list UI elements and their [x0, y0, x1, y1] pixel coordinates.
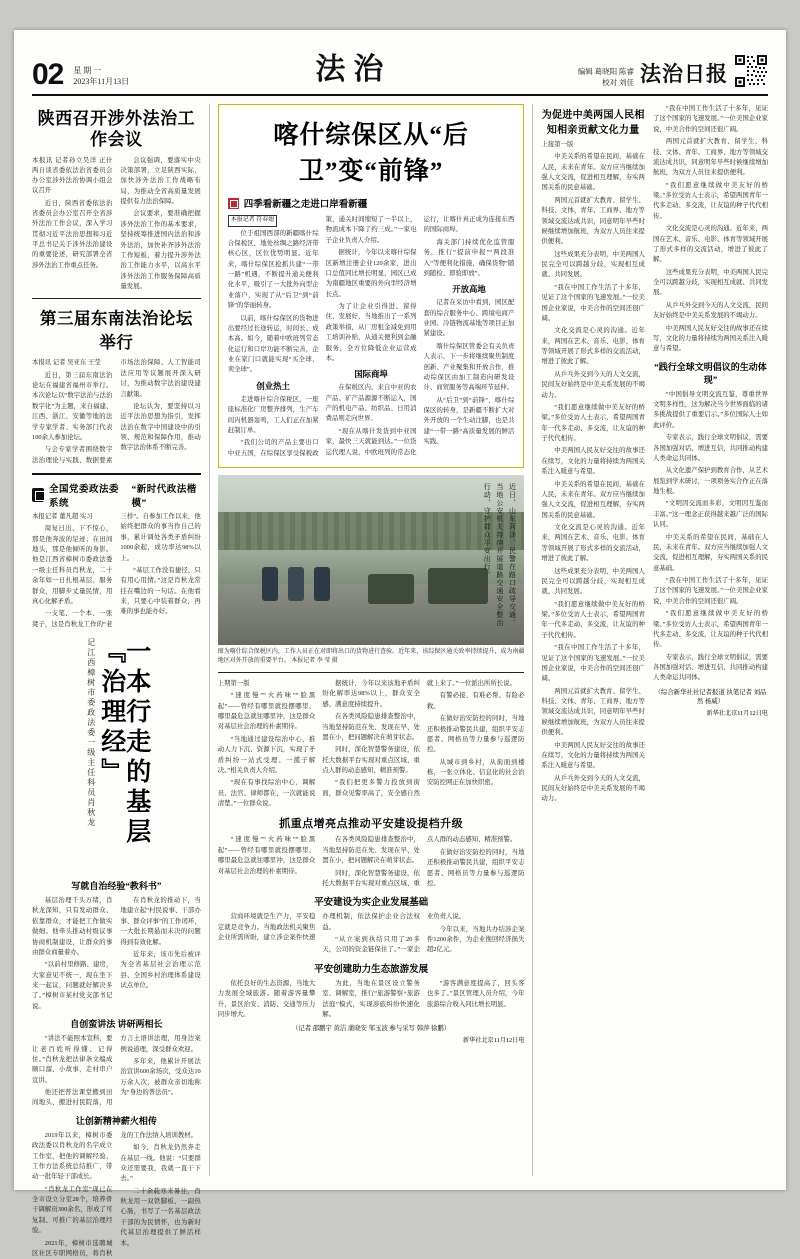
headline-forum: 第三届东南法治论坛举行	[39, 309, 193, 353]
article-forum-body	[32, 358, 201, 466]
masthead-date	[73, 66, 129, 90]
paragraph: 这些成果充分表明，中美两国人民完全可以跨越分歧，实现相互成就、共同发展。	[541, 250, 645, 279]
center-lower-body-top	[218, 679, 525, 809]
paragraph: “我们愿意继续做中美友好的桥梁。”多位受访人士表示，希望两国青年一代多走动、多交流，让友谊的种子代代相传。	[541, 403, 645, 442]
paragraph: 在做好治安防控的同时，当地还积极推动警民共建，组织平安志愿者、网格员等力量参与巡逻防控。	[426, 715, 525, 754]
photo-figure	[262, 567, 278, 601]
paragraph: 两国元首就扩大教育、留学生、科技、文体、青年、工商界、地方等领域交流达成共识，同意明年早些时候继续增加航班，为双方人员往来提供便利。	[541, 687, 645, 737]
paragraph: “速度慢”“火药味”“脸黑起”——曾经有哪里就投摆哪里、哪里最危急就往哪里冲，这是群众对基层社会治理的朴素期待。	[217, 836, 316, 875]
column-right-inner	[541, 104, 645, 1176]
photo-treeline	[218, 512, 525, 549]
headline-global-civ: “践行全球文明倡议的生动体现”	[654, 361, 767, 385]
series-source-tag: 本报记者 董凡超 实习	[32, 513, 93, 520]
paragraph: “肖秋龙工作室”现已在全市设立分室28个，培养骨干调解员300余名，形成了可复制、可推广的基层治理经验。	[32, 1185, 113, 1235]
feature-kicker	[228, 196, 515, 210]
paragraph: 专家表示，践行全球文明倡议，需要各国加强对话、增进互信，共同推动构建人类命运共同体。	[652, 434, 768, 462]
paragraph: “从立案到执结只用了20多天，公司的资金链保住了。”一家企业负责人说。	[322, 913, 466, 954]
paragraph: 从乒乓外交到今天的人文交流，民间友好始终是中美关系发展的不竭动力。	[652, 301, 768, 320]
paragraph: 记者在采访中看到，园区配套的综合服务中心、跨境电商产业园、冷链物流基地等项目正加紧建设。	[423, 299, 515, 338]
paragraph: 2019年以来，樟树市委政法委以肖秋龙的名字成立工作室，把他的调解经验、工作方法系统总结推广，带动一批年轻干部成长。	[32, 1131, 113, 1181]
paragraph: 周复日出、下不惊心，那是他奔波的足迹；在田间地头，那是他倾听的身影。他是江西省樟树市委政法委一级主任科员肖秋龙，二十余年如一日扎根基层、服务群众，用脚步丈量民情，用真心化解矛盾。	[32, 525, 113, 605]
feature-vertical-title	[32, 638, 201, 873]
center-lower-body-mid	[218, 835, 525, 889]
feature-headline: 喀什综保区从“后卫”变“前锋”	[273, 122, 469, 185]
feature-byline	[228, 215, 319, 227]
paragraph: 在肖秋龙的推动下，当地建立起“村民说事、干部办事、群众评事”的工作闭环，一大批长期悬而未决的问题得到有效化解。	[120, 897, 201, 946]
page-body	[32, 104, 768, 1257]
newspaper-page	[14, 30, 786, 1257]
photo-vertical-caption-wrap	[481, 483, 519, 633]
paragraph: “现在有事找综治中心，调解员、法官、律师都在，一次就能说清楚。”一位群众说。	[217, 779, 316, 808]
byline-shaanxi: 本报讯 记者孙立昊洋 正什 两自谈省委依法治省委员会办公室涉外法治协调小组会议召开	[32, 156, 113, 195]
feature-article-box	[218, 104, 525, 468]
paragraph: 这些成果充分表明，中美两国人民完全可以跨越分歧，实现相互成就、共同发展。	[652, 268, 768, 297]
paragraph: “我在中国工作生活了十多年，见证了这个国家的飞速发展。”一位美国企业家说，中美合作的空间还很广阔。	[541, 283, 645, 322]
center-signature: （记者 邵鹏宇 黄洁 蒲晓安 邹⽟波 参与采写 韩萍 徐鹏）	[291, 1025, 451, 1033]
paragraph: 为此，当地在景区设立警务室、调解室，推行“旅游警察+旅游法庭”模式，实现涉旅纠纷快速化解。	[322, 979, 420, 1018]
paragraph: 基层治理千头万绪，肖秋龙深知，只有发动群众、依靠群众，才能把工作做实做细。他牵头推动村级议事协商机制建设，让群众的事由群众商量着办。	[32, 897, 113, 956]
paragraph: “我们愿意继续做中美友好的桥梁。”多位受访人士表示，希望两国青年一代多走动、多交流，让友谊的种子代代相传。	[652, 181, 768, 220]
paragraph: 中美两国人民友好交往的故事还在续写，文化的力量将持续为两国关系注入暖意与希望。	[541, 741, 645, 770]
photo-figure	[314, 567, 330, 601]
paragraph: 会议要求，要准确把握涉外法治工作的基本要求，坚持统筹推进国内法治和涉外法治，加快补齐涉外法治工作短板，着力提升涉外法治工作能力水平，以高水平涉外法治工作服务保障高质量发展。	[120, 210, 201, 290]
paragraph: “讲法不能照本宣科，要让老百姓听得懂、记得住。”肖秋龙把法律条文编成顺口溜、小故事，走村串户宣讲。	[32, 1035, 113, 1084]
paragraph: “以前村里修路、建房，大家意见不统一，现在坐下来一起议，问题就好解决多了。”樟树市某村党支部书记说。	[32, 961, 113, 1010]
paragraph: 文化交流是心灵的沟通。近年来，两国在艺术、音乐、电影、体育等领域开展了形式多样的交流活动，增进了彼此了解。	[652, 225, 768, 264]
paragraph: 2021年，樟树市选聘城区社区专职网格员，将肖秋龙的工作法纳入培训教材。	[32, 1131, 198, 1257]
masthead-right	[578, 54, 768, 90]
business-env-body	[218, 912, 525, 956]
paragraph: 据统计，今年以来喀什综保区新增注册企业120余家，进出口总值同比增长明显，园区已成为南疆地区重要的外向型经济增长点。	[325, 249, 417, 298]
paragraph: 以前，喀什综保区的货物进出要经过长途转运，时间长、成本高。如今，随着中欧班列常态化运行和口岸功能不断完善，企业在家门口就能实现“买全球、卖全球”。	[227, 314, 319, 374]
continuation-tag-right: 上接第一版	[541, 141, 574, 148]
subhead-3: 让创新精神薪火相传	[75, 1115, 157, 1126]
paragraph: 依托良好的生态资源，当地大力发展全域旅游。随着游客量攀升，景区治安、消防、交通等压力同步增大。	[217, 979, 316, 1018]
continuation-tag: 上期第一版	[217, 680, 250, 688]
paragraph: 他还把普法课堂搬到田间地头、搬进村民院落，用方言土语讲法理，用身边案例说道理，深受群众欢迎。	[32, 1035, 201, 1107]
feature-subhead-2: 国际商埠	[354, 370, 388, 380]
photo-figure	[288, 567, 304, 601]
paragraph: 在做好治安防控的同时，当地还积极推动警民共建，组织平安志愿者、网格员等力量参与巡逻防控。	[426, 848, 525, 887]
feature-subhead-1: 创业热土	[256, 381, 290, 391]
paragraph: 两国元首就扩大教育、留学生、科技、文体、青年、工商界、地方等领域交流达成共识，同意明年早些时候继续增加航班，为双方人员往来提供便利。	[541, 196, 645, 246]
byline-forum: 本报讯 记者 吴亚东 王莹	[32, 359, 101, 367]
paragraph: 会议强调，要落实中央决策部署，立足陕西实际，加快涉外法治工作战略布局，为推动全省高质量发展提供有力法治保障。	[120, 156, 201, 205]
paragraph: “中国倡导文明交流互鉴，尊重世界文明多样性，这为解决当今世界面临的诸多挑战提供了重要启示。”多位国际人士如此评价。	[652, 390, 768, 429]
paragraph: “游客满意度提高了，回头客也多了。”景区管理人员介绍，今年旅游综合收入同比增长明显。	[426, 979, 525, 1008]
column-left	[32, 104, 201, 1257]
series-logo-row	[32, 481, 201, 509]
right-signoff: （综合新华社社记者报道 执笔记者 刘品然 杨威）	[654, 688, 767, 705]
paragraph: 中美关系的希望在民间，基础在人民，未来在青年。双方应当继续加强人文交流，促进相互理解，夯实两国关系的民意基础。	[541, 153, 645, 192]
paragraph: “当地通过建设综治中心，推动人力下沉、资源下沉，实现了矛盾纠纷一站式受理、一揽子解决。”相关负责人介绍。	[217, 735, 316, 774]
subsection-2-body	[32, 1034, 201, 1109]
paragraph: 为了让企业引得进、留得住、发展好，当地推出了一系列政策举措，从厂房租金减免到用工培训补贴，从通关便利到金融服务，全方位降低企业运营成本。	[325, 303, 417, 362]
paragraph: 两国元首就扩大教育、留学生、科技、文体、青年、工商界、地方等领域交流达成共识，同意明年早些时候继续增加航班，为双方人员往来提供便利。	[652, 138, 768, 177]
divider	[218, 672, 525, 673]
paragraph: 从乒乓外交到今天的人文交流，民间友好始终是中美关系发展的不竭动力。	[541, 370, 645, 399]
photo-vertical-caption: 近日，山东菏泽，民警在路口疏导交通。当地公安机关持续开展道路交通安全整治行动，守护群众平安出行。	[483, 483, 517, 628]
divider	[32, 298, 201, 299]
paragraph: 文化交流是心灵的沟通。近年来，两国在艺术、音乐、电影、体育等领域开展了形式多样的交流活动，增进了彼此了解。	[541, 524, 645, 563]
paragraph: 从城市到乡村，从街面到楼栋，一张立体化、信息化的社会治安防控网正在加快织密。	[426, 758, 525, 787]
masthead	[32, 44, 768, 96]
subsection-3-body	[32, 1131, 201, 1259]
paper-name: 法治日报	[640, 62, 728, 86]
paragraph: “我在中国工作生活了十多年，见证了这个国家的飞速发展。”一位美国企业家说，中美合作的空间还很广阔。	[541, 644, 645, 683]
feature-body	[228, 215, 515, 459]
byline-box: 本报记者 符春媳	[228, 215, 278, 227]
photo-caption: 图为喀什综合保税区内，工作人员正在对即将出口的货物进行查验。近年来，该综保区通关效率持续提升，成为南疆地区对外开放的重要平台。 本报记者 李 莹 摄	[217, 649, 525, 665]
divider	[32, 473, 201, 475]
column-center	[218, 104, 525, 1176]
vertical-title-kicker: 记江西樟树市委政法委一级主任科员肖秋龙	[86, 638, 96, 828]
photo-vehicle	[428, 568, 488, 604]
paragraph: 同时，深化智慧警务建设，依托大数据平台实现对重点区域、重点人群的动态感知、精准预警。	[322, 836, 517, 887]
date-label: 2023年11月13日	[73, 77, 130, 87]
right-dateline: 新华社北京11月12日电	[706, 709, 768, 717]
center-dateline: 新华社北京11月12日电	[462, 1037, 525, 1045]
feature-kicker-text: 四季看新疆之走进口岸看新疆	[243, 200, 368, 210]
paragraph: 从“后卫”到“前锋”，喀什综保区的转身，是新疆不断扩大对外开放的一个生动注脚，也是共建“一带一路”高质量发展的鲜活实践。	[423, 396, 515, 446]
headline-business-env: 平安建设为实企业发展基础	[314, 898, 429, 909]
paragraph: 如今，肖秋龙仍然奔走在基层一线。他说：“只要群众还需要我，我就一直干下去。”	[120, 1144, 201, 1183]
photo-vehicle	[368, 574, 414, 604]
headline-eco-tourism: 平安创建助力生态旅游发展	[314, 964, 429, 975]
subsection-1-body	[32, 896, 201, 1012]
editor-line-2: 校对 刘佳	[602, 77, 634, 87]
column-divider	[209, 104, 210, 1176]
headline-pingan: 抓重点增亮点推动平安建设提档升级	[279, 818, 464, 831]
paragraph: “速度慢”“火药味”“脸黑起”——曾经有哪里就投摆哪里、哪里最危急就往哪里冲，这是群众对基层社会治理的朴素期待。	[217, 692, 316, 731]
paragraph: 中美两国人民友好交往的故事还在续写，文化的力量将持续为两国关系注入暖意与希望。	[541, 447, 645, 476]
paragraph: “基层工作没有捷径，只有用心用情。”这是肖秋龙常挂在嘴边的一句话。在他看来，只要心中装着群众，再难的事也能办好。	[120, 566, 201, 616]
paragraph: 近年来，该市先后被评为全省基层社会治理示范县、全国乡村治理体系建设试点单位。	[120, 950, 201, 989]
paragraph: 中美关系的希望在民间，基础在人民，未来在青年。双方应当继续加强人文交流，促进相互理解，夯实两国关系的民意基础。	[652, 533, 768, 572]
qr-code-icon	[734, 54, 768, 88]
paragraph: 近日，第三届东南法治论坛在福建省福州市举行。本次论坛以“数字法治与法治数字化”为主题，来自福建、江西、浙江、安徽等地的法学专家学者、实务部门代表100余人参加论坛。	[32, 371, 113, 441]
vertical-title-main: 一本行走的基层『治理经』	[97, 638, 150, 848]
paragraph: 二十余载寒来暑往，肖秋龙用一双铁脚板、一副热心肠，书写了一名基层政法干部的为民情怀，也为新时代基层治理提供了鲜活样本。	[120, 1187, 201, 1247]
editor-credits	[578, 67, 634, 88]
paragraph: “现在从喀什发货到中亚国家，最快三天就能到达。”一位货运代理人说，中欧班列的常态化运行，让喀什真正成为连接东西的国际商埠。	[325, 216, 515, 456]
paragraph: 文化交流是心灵的沟通。近年来，两国在艺术、音乐、电影、体育等领域开展了形式多样的交流活动，增进了彼此了解。	[541, 327, 645, 366]
page-number: 02	[32, 58, 64, 91]
paragraph: 一支笔、一个本、一张凳子，这是肖秋龙工作的“老三样”。自参加工作以来，他始终把群众的事当作自己的事，累计调处各类矛盾纠纷1000余起，成功率达98%以上。	[32, 513, 201, 628]
feature-subhead-3: 开放高地	[452, 285, 486, 295]
series-logo-label: 全国党委政法委系统	[49, 485, 120, 509]
paragraph: 走进喀什综合保税区，一座座标准化厂房整齐排列，生产车间内机器轰鸣，工人们正在加紧赶制订单。	[227, 395, 319, 434]
series-title: “新时代政法楷模”	[131, 485, 197, 509]
paragraph: “我在中国工作生活了十多年，见证了这个国家的飞速发展。”一位美国企业家说，中美合作的空间还很广阔。	[652, 577, 768, 605]
news-photo	[218, 475, 525, 645]
paragraph: 在保税区内，来自中亚的农产品、矿产品源源不断运入，国产的机电产品、纺织品、日用消费品则走向世界。	[325, 384, 417, 423]
paragraph: 喀什综保区管委会有关负责人表示，下一步将继续聚焦制度创新、产业聚集和开放合作，推动综保区由加工制造向研发设计、商贸服务等高端环节延伸。	[423, 342, 515, 392]
paragraph: 近日，陕西省委依法治省委员会办公室召开全省涉外法治工作会议，深入学习贯彻习近平法治思想和习近平总书记关于涉外法治建设的重要论述，研究部署全省涉外法治工作重点任务。	[32, 199, 113, 269]
paragraph: 专家表示，践行全球文明倡议，需要各国加强对话、增进互信，共同推动构建人类命运共同体。	[652, 653, 768, 682]
paragraph: 与会专家学者围绕数字法治理论与实践、数据要素市场法治保障、人工智能司法应用等议题展开深入研讨，为推动数字法治建设建言献策。	[32, 359, 201, 464]
paragraph: “我们愿意继续做中美友好的桥梁。”多位受访人士表示，希望两国青年一代多走动、多交流，让友谊的种子代代相传。	[541, 600, 645, 639]
eco-tourism-body	[218, 979, 525, 1021]
column-divider	[532, 104, 533, 1176]
column-far-right	[653, 104, 768, 1176]
paragraph: 中美关系的希望在民间，基础在人民，未来在青年。双方应当继续加强人文交流，促进相互理解，夯实两国关系的民意基础。	[541, 480, 645, 519]
section-title: 法治	[315, 53, 392, 86]
paragraph: 同时，深化智慧警务建设，依托大数据平台实现对重点区域、重点人群的动态感知、精准预警。	[322, 746, 420, 775]
article-shaanxi-body	[32, 156, 201, 293]
paragraph: 位于祖国西部的新疆喀什综合保税区，地处丝绸之路经济带核心区，区位优势明显。近年来，喀什综保区抢抓共建“一带一路”机遇，不断提升通关便利化水平，吸引了一大批外向型企业落户，实现了从“后卫”到“前锋”的华丽转身。	[227, 229, 319, 310]
paragraph: 在各类风险隐患排查整治中，当地坚持防范在先、发现在早、处置在小，把问题解决在萌芽状态。	[322, 713, 420, 741]
emblem-icon	[32, 488, 44, 502]
paragraph: 中美两国人民友好交往的故事还在续写，文化的力量将持续为两国关系注入暖意与希望。	[652, 324, 768, 353]
paragraph: “我们愿意继续做中美友好的桥梁。”多位受访人士表示，希望两国青年一代多走动、多交流，让友谊的种子代代相传。	[652, 610, 768, 649]
paragraph: 从文化遗产保护到教育合作，从艺术展览到学术研讨，一项项务实合作正在落地生根。	[652, 467, 768, 495]
weekday-label: 星期一	[73, 66, 104, 76]
series-intro	[32, 512, 201, 630]
paragraph: 多年来，他累计开展法治宣讲600余场次，受众达10万余人次，被群众亲切地称为“身边的普法员”。	[120, 1057, 201, 1096]
subhead-1: 写就自治经验“教科书”	[71, 881, 162, 891]
paragraph: 据统计，今年以来该地矛盾纠纷化解率达98%以上，群众安全感、满意度持续提升。	[322, 680, 420, 708]
paragraph: 营商环境就是生产力，平安稳定就是竞争力。当地政法机关聚焦企业所需所盼，建立涉企案件快速办理机制，依法保护企业合法权益。	[217, 913, 420, 942]
paragraph: “我们把更多警力投放到街面，群众见警率高了，安全感自然就上来了。”一位派出所所长说。	[322, 680, 516, 797]
editor-line-1: 编辑 葛晓阳 陈睿	[577, 67, 634, 76]
paragraph: 有警必接、有难必帮、有险必救。	[426, 692, 525, 710]
paragraph: “我在中国工作生活了十多年，见证了这个国家的飞速发展。”一位美国企业家说，中美合作的空间还很广阔。	[652, 105, 768, 133]
series-badge-icon	[228, 198, 239, 209]
paragraph: 今年以来，当地共办结涉企案件1200余件，为企业挽回经济损失超2亿元。	[426, 925, 525, 954]
headline-us-china: 为促进中美两国人民相知相亲贡献文化力量	[541, 110, 645, 136]
headline-shaanxi: 陕西召开涉外法治工作会议	[37, 109, 196, 150]
paragraph: 论坛认为，要坚持以习近平法治思想为指引，发挥法治在数字中国建设中的引领、规范和保障作用，推动数字法治体系不断完善。	[120, 402, 201, 452]
paragraph: 从乒乓外交到今天的人文交流，民间友好始终是中美关系发展的不竭动力。	[541, 774, 645, 803]
paragraph: 在各类风险隐患排查整治中，当地坚持防范在先、发现在早、处置在小，把问题解决在萌芽状态。	[322, 836, 420, 865]
paragraph: “我们公司的产品主要出口中亚五国，在综保区享受保税政策，通关时间缩短了一半以上，物流成本下降了约三成。”一家电子企业负责人介绍。	[227, 216, 417, 457]
paragraph: 海关部门持续优化监管服务，推行“提前申报”“两段准入”等便利化措施，确保货物“随到随检、即验即放”。	[423, 238, 515, 277]
subhead-2: 自创蛮讲法 讲研两相长	[70, 1019, 163, 1030]
paragraph: “文明因交流而多彩，文明因互鉴而丰富。”这一理念正获得越来越广泛的国际认同。	[652, 500, 768, 529]
paragraph: 这些成果充分表明，中美两国人民完全可以跨越分歧，实现相互成就、共同发展。	[541, 567, 645, 596]
